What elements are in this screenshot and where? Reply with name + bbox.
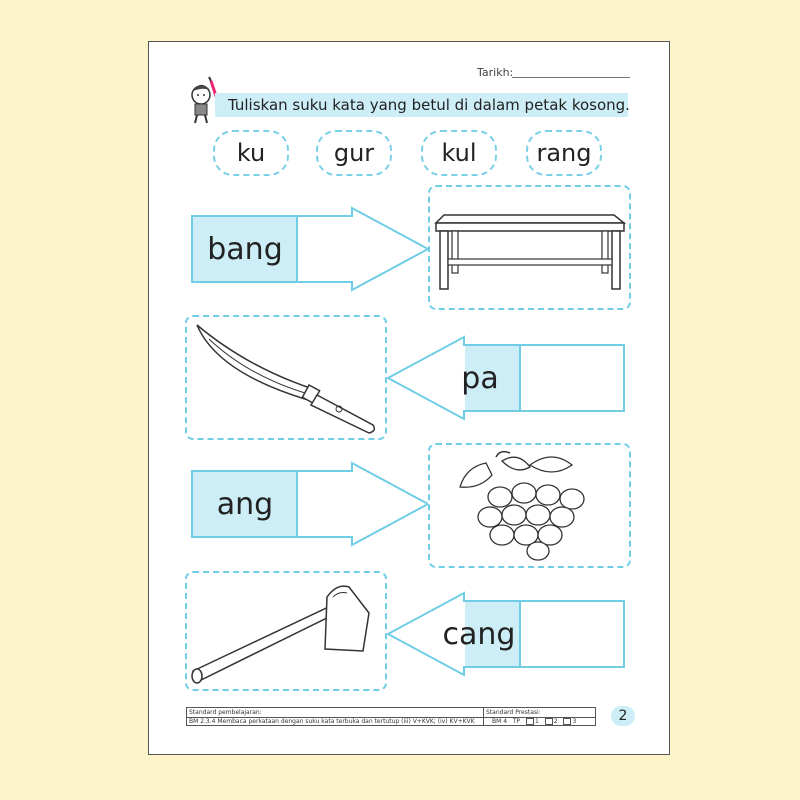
picture-frame: [428, 443, 631, 568]
standard-label: Standard pembelajaran:: [189, 709, 262, 716]
given-syllable: bang: [207, 231, 283, 267]
standards-footer: [186, 707, 596, 726]
answer-box[interactable]: [298, 472, 358, 536]
picture-frame: [185, 315, 387, 440]
picture-frame: [185, 571, 387, 691]
syllable-option[interactable]: ku: [213, 130, 289, 176]
picture-frame: [428, 185, 631, 310]
tp-label: TP: [512, 718, 521, 725]
page-number: 2: [611, 706, 635, 726]
standard-text: BM 2.3.4 Membaca perkataan dengan suku kata terbuka dan tertutup (iii) V+KVK; (iv) KV+KVK: [189, 718, 475, 725]
syllable-option[interactable]: kul: [421, 130, 497, 176]
tp-level: 3: [572, 718, 577, 725]
prestasi-code: BM 4: [492, 718, 508, 725]
syllable-option[interactable]: gur: [316, 130, 392, 176]
answer-box[interactable]: [298, 217, 358, 281]
prestasi-values: [492, 718, 576, 725]
hoe-icon: [187, 573, 385, 689]
tp-checkbox[interactable]: [545, 718, 553, 725]
syllable-option[interactable]: rang: [526, 130, 602, 176]
sickle-icon: [187, 317, 385, 438]
prestasi-label: Standard Prestasi:: [486, 709, 541, 716]
grapes-icon: [430, 445, 629, 566]
answer-box[interactable]: [521, 602, 623, 666]
bench-icon: [430, 187, 629, 308]
given-syllable: ang: [216, 486, 274, 522]
date-input-line[interactable]: [512, 77, 630, 78]
tp-checkbox[interactable]: [563, 718, 571, 725]
tp-level: 2: [553, 718, 558, 725]
instruction-text: Tuliskan suku kata yang betul di dalam petak kosong.: [228, 96, 630, 114]
tp-checkbox[interactable]: [526, 718, 534, 725]
given-syllable: pa: [461, 360, 499, 396]
given-syllable: cang: [442, 616, 516, 652]
tp-level: 1: [534, 718, 539, 725]
date-label: Tarikh:: [477, 66, 514, 79]
answer-box[interactable]: [521, 346, 623, 410]
